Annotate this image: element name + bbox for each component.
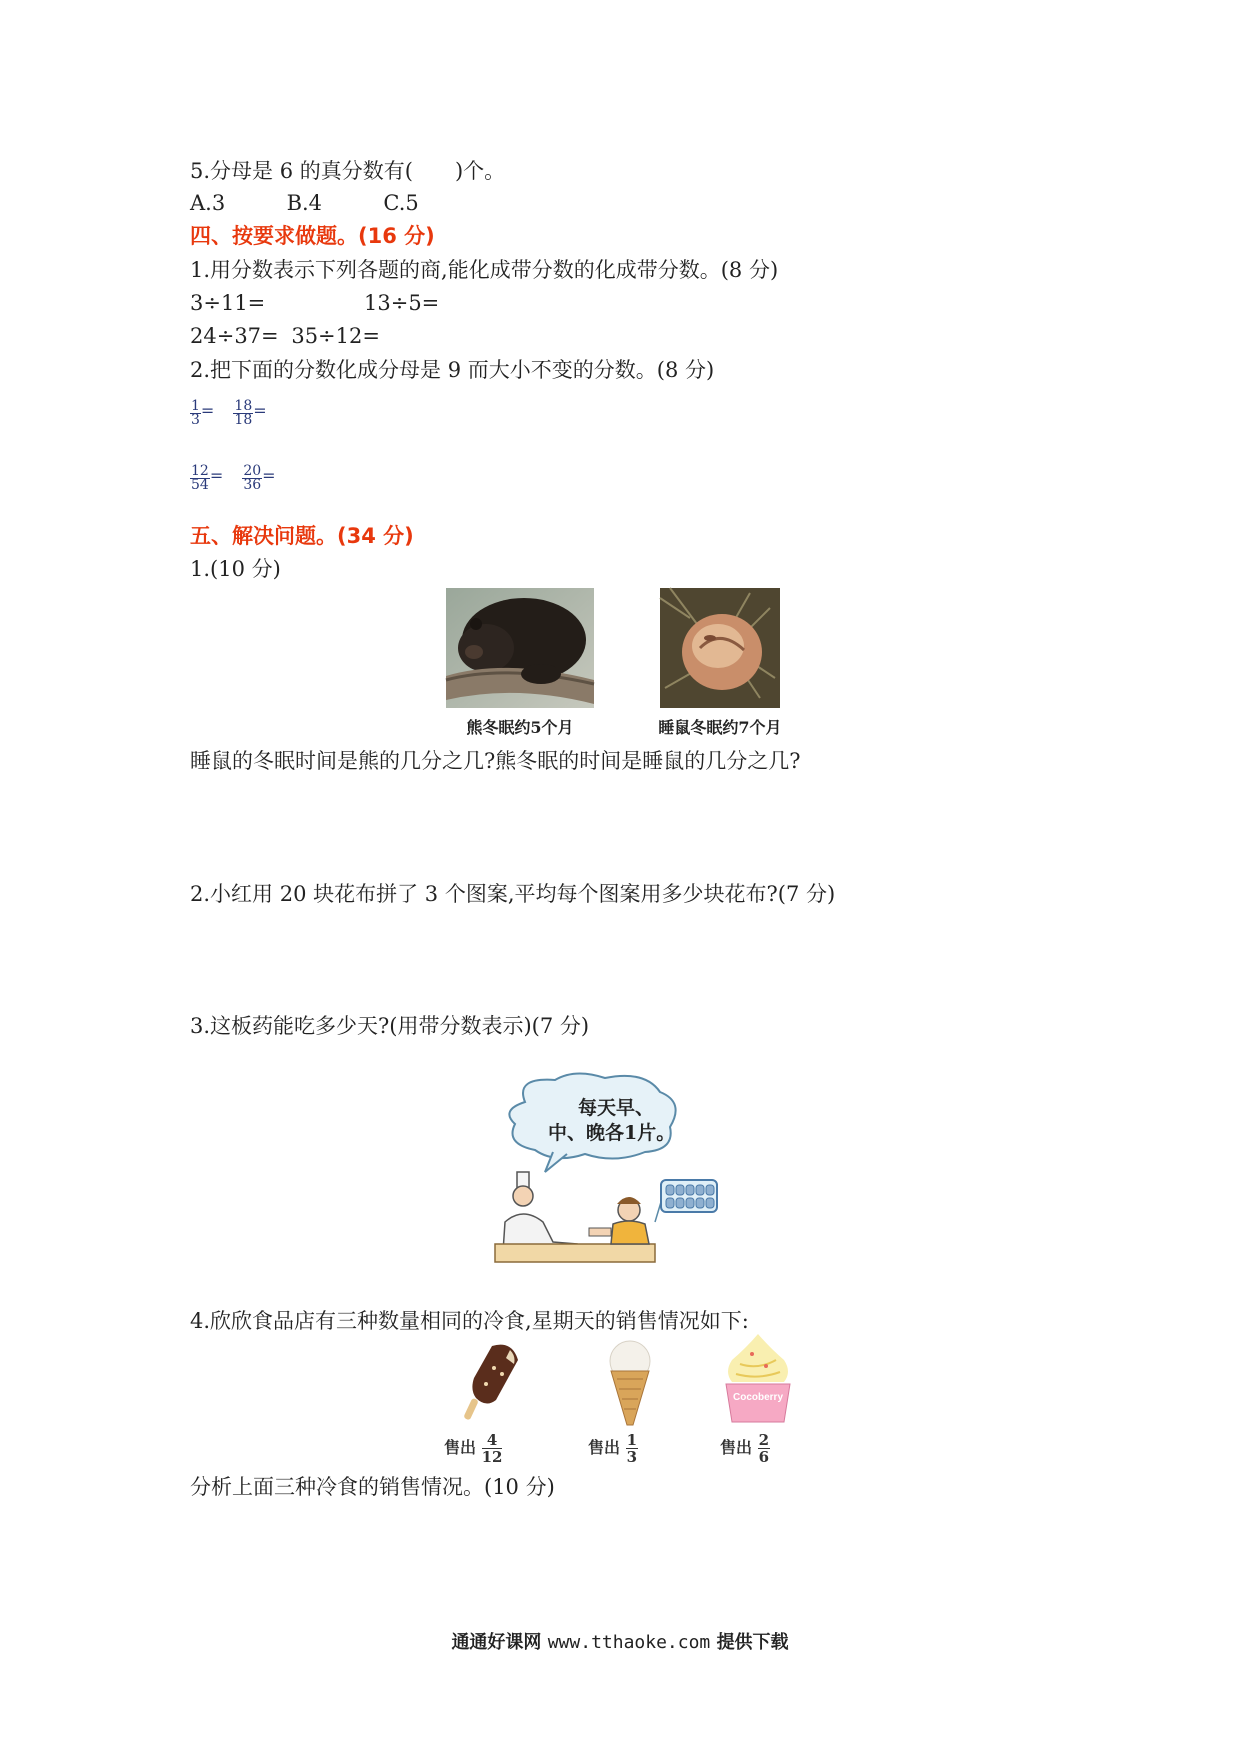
section5-heading: 五、解决问题。(34 分) bbox=[190, 524, 414, 548]
bubble-line-2: 中、晚各1片。 bbox=[548, 1122, 676, 1144]
ice-cream-cone-icon bbox=[605, 1335, 655, 1430]
s5-q4-text: 4.欣欣食品店有三种数量相同的冷食,星期天的销售情况如下: bbox=[190, 1309, 749, 1333]
footer-site: 通通好课网 bbox=[451, 1632, 542, 1653]
s4-q1-row2 bbox=[190, 322, 380, 350]
fraction: $\frac{18}{18}$ bbox=[234, 398, 253, 428]
frozen-yogurt-cup-icon bbox=[718, 1330, 798, 1430]
sold-label-cup: 售出 $\frac{2}{6}$ bbox=[720, 1431, 770, 1466]
s5-q2-text: 2.小红用 20 块花布拼了 3 个图案,平均每个图案用多少块花布?(7 分) bbox=[190, 882, 836, 906]
sold-label-bar: 售出 $\frac{4}{12}$ bbox=[444, 1431, 503, 1466]
section4-heading: 四、按要求做题。(16 分) bbox=[190, 224, 435, 248]
s5-q4-analysis: 分析上面三种冷食的销售情况。(10 分) bbox=[190, 1475, 555, 1499]
bubble-line-1: 每天早、 bbox=[578, 1097, 655, 1119]
dormouse-caption: 睡鼠冬眠约7个月 bbox=[658, 718, 782, 737]
fraction: $\frac{1}{3}$ bbox=[191, 398, 200, 428]
expr-35-div-12: 35÷12= bbox=[291, 324, 380, 348]
expr-13-div-5: 13÷5= bbox=[364, 291, 440, 315]
equals-sign: = bbox=[253, 401, 267, 420]
footer bbox=[0, 1628, 1240, 1654]
equals-sign: = bbox=[262, 466, 276, 485]
equals-sign: = bbox=[209, 466, 224, 485]
s4-q1-row1 bbox=[190, 289, 440, 317]
fraction-row-1 bbox=[190, 398, 281, 428]
s4-q1-text: 1.用分数表示下列各题的商,能化成带分数的化成带分数。(8 分) bbox=[190, 258, 779, 282]
q5-options bbox=[190, 189, 419, 217]
q5-option-b: B.4 bbox=[286, 191, 323, 215]
fraction-row-2 bbox=[190, 463, 290, 493]
s5-q1-question: 睡鼠的冬眠时间是熊的几分之几?熊冬眠的时间是睡鼠的几分之几? bbox=[190, 749, 801, 773]
expr-3-div-11: 3÷11= bbox=[190, 291, 266, 315]
footer-suffix: 提供下载 bbox=[716, 1632, 789, 1653]
q5-option-c: C.5 bbox=[383, 191, 419, 215]
bear-photo bbox=[446, 588, 594, 708]
fraction: $\frac{12}{54}$ bbox=[191, 463, 209, 493]
q5-option-a: A.3 bbox=[190, 191, 226, 215]
expr-24-div-37: 24÷37= bbox=[190, 324, 279, 348]
s5-q3-text: 3.这板药能吃多少天?(用带分数表示)(7 分) bbox=[190, 1014, 590, 1038]
ice-cream-bar-icon bbox=[450, 1338, 530, 1428]
s4-q2-text: 2.把下面的分数化成分母是 9 而大小不变的分数。(8 分) bbox=[190, 358, 715, 382]
dormouse-photo bbox=[660, 588, 780, 708]
sold-label-cone: 售出 $\frac{1}{3}$ bbox=[588, 1431, 638, 1466]
brand-label: Cocoberry bbox=[732, 1392, 783, 1403]
footer-url[interactable]: www.tthaoke.com bbox=[547, 1632, 711, 1653]
q5-text: 5.分母是 6 的真分数有( )个。 bbox=[190, 159, 506, 183]
equals-sign: = bbox=[200, 401, 215, 420]
s5-q1-text: 1.(10 分) bbox=[190, 557, 281, 581]
fraction: $\frac{20}{36}$ bbox=[243, 463, 262, 493]
bear-caption: 熊冬眠约5个月 bbox=[466, 718, 574, 737]
